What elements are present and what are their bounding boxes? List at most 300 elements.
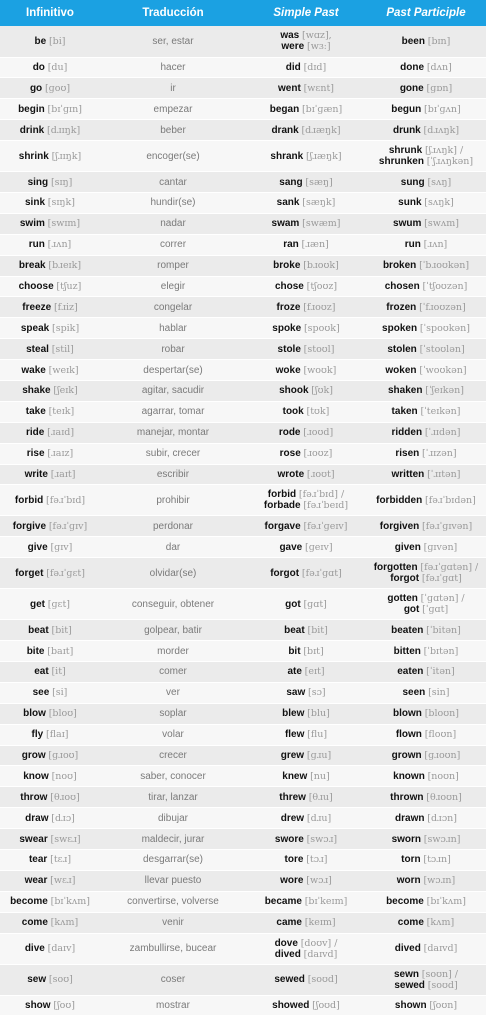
verb-form: eat <box>34 666 49 678</box>
translation-cell: manejar, montar <box>100 422 246 443</box>
infinitive-cell <box>0 850 100 871</box>
ipa-transcription: [ˈbitən] <box>426 624 461 636</box>
table-row <box>0 516 486 537</box>
verb-form: rode <box>278 427 301 439</box>
ipa-transcription: [ˈɹɪdən] <box>424 427 461 439</box>
simple-past-cell <box>246 234 366 255</box>
verb-form: go <box>29 82 43 94</box>
verb-form: wake <box>21 364 46 376</box>
infinitive-cell <box>0 682 100 703</box>
ipa-transcription: [teɪk] <box>48 406 75 418</box>
translation-cell: hacer <box>100 57 246 78</box>
ipa-transcription: [fɹoʊz] <box>303 301 336 313</box>
verb-form: shrink <box>18 150 49 162</box>
ipa-transcription: [ɹaɪz] <box>47 448 74 460</box>
verb-form: stole <box>277 343 301 355</box>
verb-form: break <box>18 260 46 272</box>
verb-form: eaten <box>397 666 424 678</box>
header-translation: Traducción <box>100 0 246 26</box>
translation-cell: morder <box>100 641 246 662</box>
past-participle-cell <box>366 57 486 78</box>
table-row <box>0 661 486 682</box>
ipa-transcription: [soʊd] <box>307 974 338 986</box>
verb-form: showed <box>272 1000 310 1011</box>
translation-cell: mostrar <box>100 995 246 1016</box>
translation-cell: volar <box>100 724 246 745</box>
past-participle-cell <box>366 766 486 787</box>
table-row <box>0 318 486 339</box>
ipa-transcription: [dʌn] <box>426 61 452 73</box>
ipa-transcription: [dɹɪŋk] <box>47 124 81 136</box>
ipa-transcription: [fəɹˈɡɑtən] / <box>420 562 479 574</box>
past-participle-cell <box>366 360 486 381</box>
verb-form: ate <box>287 666 302 678</box>
ipa-transcription: [stoʊl] <box>303 343 335 355</box>
verb-form: rose <box>279 448 301 460</box>
ipa-transcription: [ɹaɪt] <box>50 468 76 480</box>
verb-form: woken <box>385 364 417 376</box>
verb-form: seen <box>402 687 426 699</box>
infinitive-cell <box>0 141 100 172</box>
verb-form: choose <box>18 280 54 292</box>
ipa-transcription: [θɹoʊ] <box>50 791 80 803</box>
past-participle-cell <box>366 297 486 318</box>
simple-past-cell <box>246 891 366 912</box>
verb-form: broke <box>273 260 301 272</box>
table-row <box>0 192 486 213</box>
table-row <box>0 464 486 485</box>
verb-form: frozen <box>386 301 417 313</box>
table-body <box>0 26 486 1016</box>
ipa-transcription: [ɹʌn] <box>423 239 448 251</box>
infinitive-cell <box>0 318 100 339</box>
translation-cell: crecer <box>100 745 246 766</box>
simple-past-cell <box>246 297 366 318</box>
translation-cell: nadar <box>100 213 246 234</box>
verb-form: swore <box>274 833 304 845</box>
verb-form: swim <box>19 218 45 230</box>
header-infinitive: Infinitivo <box>0 0 100 26</box>
infinitive-cell <box>0 120 100 141</box>
ipa-transcription: [soʊn] / <box>421 968 459 980</box>
table-row <box>0 26 486 57</box>
verb-form: wrote <box>277 468 305 480</box>
past-participle-cell <box>366 891 486 912</box>
translation-cell: ir <box>100 78 246 99</box>
ipa-transcription: [noʊ] <box>51 770 77 782</box>
ipa-transcription: [dɪd] <box>303 61 327 73</box>
verb-form: bit <box>288 645 301 657</box>
verb-form: known <box>393 770 425 782</box>
simple-past-cell <box>246 57 366 78</box>
ipa-transcription: [fəɹˈɡɪv] <box>48 520 88 532</box>
infinitive-cell <box>0 213 100 234</box>
table-header <box>0 0 486 26</box>
infinitive-cell <box>0 192 100 213</box>
infinitive-cell <box>0 870 100 891</box>
ipa-transcription: [ɡɪv] <box>50 541 73 553</box>
table-row <box>0 172 486 193</box>
simple-past-cell <box>246 172 366 193</box>
simple-past-cell <box>246 318 366 339</box>
simple-past-cell <box>246 276 366 297</box>
verb-form: shrunk <box>388 145 423 157</box>
simple-past-cell <box>246 78 366 99</box>
ipa-transcription: [ˈɡɑt] <box>422 604 449 616</box>
table-row <box>0 808 486 829</box>
ipa-transcription: [ˈbɹoʊkən] <box>419 260 470 272</box>
verb-form: took <box>282 406 304 418</box>
table-row <box>0 297 486 318</box>
past-participle-cell <box>366 787 486 808</box>
translation-cell: cantar <box>100 172 246 193</box>
ipa-transcription: [ʃʊk] <box>311 385 333 397</box>
simple-past-cell <box>246 745 366 766</box>
infinitive-cell <box>0 912 100 933</box>
ipa-transcription: [tʃoʊz] <box>306 280 338 292</box>
simple-past-cell <box>246 620 366 641</box>
verb-form: bite <box>26 645 45 657</box>
ipa-transcription: [swæm] <box>302 218 341 230</box>
past-participle-cell <box>366 724 486 745</box>
ipa-transcription: [ʃɹɪŋk] <box>51 150 82 162</box>
simple-past-cell <box>246 787 366 808</box>
table-row <box>0 339 486 360</box>
simple-past-cell <box>246 141 366 172</box>
ipa-transcription: [eɪt] <box>304 666 325 678</box>
verb-form: drank <box>271 124 299 136</box>
ipa-transcription: [fəɹˈbeɪd] <box>303 500 349 512</box>
ipa-transcription: [ɡɹu] <box>306 749 332 761</box>
ipa-transcription: [ɡoʊ] <box>44 82 71 94</box>
verb-form: sank <box>276 197 300 209</box>
verb-form: dove <box>274 937 298 949</box>
infinitive-cell <box>0 255 100 276</box>
infinitive-cell <box>0 360 100 381</box>
verb-form: shook <box>279 385 309 397</box>
simple-past-cell <box>246 850 366 871</box>
ipa-transcription: [dɹɔ] <box>51 812 75 824</box>
ipa-transcription: [fəɹˈbɪdən] <box>425 494 476 506</box>
ipa-transcription: [wɛɹ] <box>50 875 76 887</box>
verb-form: went <box>278 82 301 94</box>
verb-form: grew <box>280 749 305 761</box>
translation-cell: soplar <box>100 703 246 724</box>
infinitive-cell <box>0 537 100 558</box>
verb-form: ridden <box>391 427 423 439</box>
infinitive-cell <box>0 766 100 787</box>
ipa-transcription: [ʃɹʌŋk] / <box>424 145 464 157</box>
infinitive-cell <box>0 26 100 57</box>
ipa-transcription: [ˈspoʊkən] <box>419 322 470 334</box>
table-row <box>0 443 486 464</box>
simple-past-cell <box>246 401 366 422</box>
verb-form: threw <box>279 791 306 803</box>
ipa-transcription: [bɪˈkʌm] <box>426 896 466 908</box>
verb-form: sing <box>27 176 49 188</box>
ipa-transcription: [flaɪ] <box>46 729 69 741</box>
infinitive-cell <box>0 297 100 318</box>
ipa-transcription: [bɪˈɡæn] <box>301 103 343 115</box>
simple-past-cell <box>246 464 366 485</box>
verb-form: given <box>394 541 421 553</box>
simple-past-cell <box>246 724 366 745</box>
table-row <box>0 682 486 703</box>
ipa-transcription: [ˈitən] <box>426 666 455 678</box>
ipa-transcription: [ɹæn] <box>301 239 329 251</box>
infinitive-cell <box>0 661 100 682</box>
verb-form: run <box>404 239 421 251</box>
simple-past-cell <box>246 26 366 57</box>
verb-form: drink <box>19 124 45 136</box>
ipa-transcription: [ˈstoʊlən] <box>419 343 465 355</box>
past-participle-cell <box>366 213 486 234</box>
table-row <box>0 589 486 620</box>
table-row <box>0 422 486 443</box>
verb-form: write <box>24 468 48 480</box>
simple-past-cell <box>246 339 366 360</box>
translation-cell: prohibir <box>100 485 246 516</box>
ipa-transcription: [bɪˈɡʌn] <box>424 103 461 115</box>
translation-cell: dibujar <box>100 808 246 829</box>
translation-cell: subir, crecer <box>100 443 246 464</box>
infinitive-cell <box>0 99 100 120</box>
ipa-transcription: [ʃoʊn] <box>429 1000 458 1011</box>
infinitive-cell <box>0 589 100 620</box>
ipa-transcription: [fəɹˈɡeɪv] <box>303 520 348 532</box>
ipa-transcription: [ɹʌn] <box>47 239 72 251</box>
verb-form: were <box>281 41 305 53</box>
past-participle-cell <box>366 589 486 620</box>
simple-past-cell <box>246 703 366 724</box>
ipa-transcription: [sæŋk] <box>302 197 336 209</box>
translation-cell: venir <box>100 912 246 933</box>
verb-form: sewed <box>274 974 305 986</box>
infinitive-cell <box>0 787 100 808</box>
verb-form: throw <box>20 791 48 803</box>
translation-cell: dar <box>100 537 246 558</box>
verb-form: get <box>29 598 45 610</box>
past-participle-cell <box>366 380 486 401</box>
infinitive-cell <box>0 464 100 485</box>
ipa-transcription: [bit] <box>51 624 72 636</box>
ipa-transcription: [ɡɒn] <box>426 82 453 94</box>
table-row <box>0 787 486 808</box>
infinitive-cell <box>0 443 100 464</box>
ipa-transcription: [ʃɹæŋk] <box>306 150 342 162</box>
translation-cell: romper <box>100 255 246 276</box>
ipa-transcription: [tʃuz] <box>56 280 82 292</box>
ipa-transcription: [dɹɔn] <box>427 812 457 824</box>
translation-cell: llevar puesto <box>100 870 246 891</box>
past-participle-cell <box>366 255 486 276</box>
past-participle-cell <box>366 422 486 443</box>
ipa-transcription: [soʊd] <box>427 979 458 991</box>
infinitive-cell <box>0 995 100 1016</box>
infinitive-cell <box>0 558 100 589</box>
past-participle-cell <box>366 99 486 120</box>
verb-form: tear <box>28 854 48 866</box>
simple-past-cell <box>246 589 366 620</box>
verb-form: fly <box>31 729 44 741</box>
table-row <box>0 912 486 933</box>
verb-form: dived <box>274 948 301 960</box>
ipa-transcription: [ɡɹoʊn] <box>424 749 461 761</box>
infinitive-cell <box>0 57 100 78</box>
translation-cell: conseguir, obtener <box>100 589 246 620</box>
verb-form: beat <box>284 624 305 636</box>
verb-form: shrank <box>270 150 304 162</box>
past-participle-cell <box>366 870 486 891</box>
ipa-transcription: [ˈteɪkən] <box>420 406 461 418</box>
infinitive-cell <box>0 380 100 401</box>
translation-cell: agarrar, tomar <box>100 401 246 422</box>
past-participle-cell <box>366 933 486 964</box>
verb-form: taken <box>391 406 418 418</box>
ipa-transcription: [bloʊ] <box>48 708 77 720</box>
ipa-transcription: [wɔɹn] <box>423 875 456 887</box>
ipa-transcription: [ʃoʊ] <box>53 1000 75 1011</box>
simple-past-cell <box>246 964 366 995</box>
ipa-transcription: [daɪvd] <box>303 948 338 960</box>
simple-past-cell <box>246 120 366 141</box>
translation-cell: golpear, batir <box>100 620 246 641</box>
ipa-transcription: [blu] <box>307 708 330 720</box>
ipa-transcription: [fəɹˈɡɪvən] <box>422 520 473 532</box>
ipa-transcription: [sʌŋ] <box>427 176 452 188</box>
past-participle-cell <box>366 620 486 641</box>
ipa-transcription: [ɹaɪd] <box>47 427 75 439</box>
verb-form: flew <box>284 729 305 741</box>
ipa-transcription: [fəɹˈɡɑt] <box>421 573 462 585</box>
infinitive-cell <box>0 829 100 850</box>
verb-form: began <box>269 103 300 115</box>
ipa-transcription: [wɜː] <box>306 41 331 53</box>
infinitive-cell <box>0 745 100 766</box>
ipa-transcription: [sʌŋk] <box>424 197 454 209</box>
verb-form: run <box>28 239 45 251</box>
past-participle-cell <box>366 995 486 1016</box>
verb-form: sung <box>400 176 425 188</box>
simple-past-cell <box>246 537 366 558</box>
ipa-transcription: [weɪk] <box>48 364 79 376</box>
translation-cell: robar <box>100 339 246 360</box>
verb-form: show <box>25 1000 51 1011</box>
ipa-transcription: [bɪˈkeɪm] <box>304 896 348 908</box>
ipa-transcription: [daɪvd] <box>423 943 458 955</box>
simple-past-cell <box>246 380 366 401</box>
verb-form: dive <box>24 943 45 955</box>
past-participle-cell <box>366 537 486 558</box>
simple-past-cell <box>246 682 366 703</box>
translation-cell: ver <box>100 682 246 703</box>
ipa-transcription: [fəɹˈbɪd] <box>45 494 86 506</box>
table-row <box>0 120 486 141</box>
verb-form: stolen <box>387 343 417 355</box>
verb-form: sewed <box>394 979 425 991</box>
simple-past-cell <box>246 422 366 443</box>
ipa-transcription: [flu] <box>307 729 328 741</box>
translation-cell: tirar, lanzar <box>100 787 246 808</box>
infinitive-cell <box>0 276 100 297</box>
table-row <box>0 234 486 255</box>
ipa-transcription: [ɹoʊd] <box>303 427 334 439</box>
ipa-transcription: [bɪˈkʌm] <box>50 896 90 908</box>
verb-form: gone <box>399 82 424 94</box>
verb-form: wear <box>24 875 48 887</box>
ipa-transcription: [θɹu] <box>308 791 333 803</box>
verb-form: been <box>401 35 425 47</box>
infinitive-cell <box>0 485 100 516</box>
ipa-transcription: [stil] <box>51 343 74 355</box>
simple-past-cell <box>246 912 366 933</box>
verb-form: dived <box>394 943 421 955</box>
ipa-transcription: [ˈʃɹʌŋkən] <box>426 156 474 168</box>
translation-cell: ser, estar <box>100 26 246 57</box>
ipa-transcription: [ɹoʊt] <box>306 468 335 480</box>
translation-cell: escribir <box>100 464 246 485</box>
table-row <box>0 401 486 422</box>
ipa-transcription: [ɹoʊz] <box>303 448 333 460</box>
simple-past-cell <box>246 808 366 829</box>
translation-cell: olvidar(se) <box>100 558 246 589</box>
verb-form: forbade <box>263 500 301 512</box>
verb-form: freeze <box>22 301 52 313</box>
ipa-transcription: [sɔ] <box>308 687 326 699</box>
translation-cell: hablar <box>100 318 246 339</box>
ipa-transcription: [wɑz], <box>302 30 332 42</box>
translation-cell: comer <box>100 661 246 682</box>
past-participle-cell <box>366 172 486 193</box>
verb-form: forbidden <box>376 494 423 506</box>
past-participle-cell <box>366 141 486 172</box>
verb-form: sewn <box>393 968 419 980</box>
verb-form: shrunken <box>378 156 424 168</box>
ipa-transcription: [keɪm] <box>304 917 336 929</box>
verb-form: worn <box>396 875 421 887</box>
simple-past-cell <box>246 255 366 276</box>
verb-form: came <box>276 917 302 929</box>
ipa-transcription: [swɛɹ] <box>50 833 81 845</box>
table-row <box>0 360 486 381</box>
past-participle-cell <box>366 318 486 339</box>
table-row <box>0 620 486 641</box>
verb-form: steal <box>26 343 49 355</box>
past-participle-cell <box>366 192 486 213</box>
infinitive-cell <box>0 422 100 443</box>
table-row <box>0 558 486 589</box>
ipa-transcription: [ɡɪvən] <box>423 541 458 553</box>
infinitive-cell <box>0 620 100 641</box>
past-participle-cell <box>366 234 486 255</box>
ipa-transcription: [ɡeɪv] <box>305 541 333 553</box>
verb-form: take <box>25 406 46 418</box>
ipa-transcription: [nu] <box>310 770 330 782</box>
table-row <box>0 745 486 766</box>
ipa-transcription: [si] <box>52 687 68 699</box>
table-row <box>0 57 486 78</box>
verb-form: chosen <box>384 280 420 292</box>
ipa-transcription: [baɪt] <box>47 645 74 657</box>
ipa-transcription: [bɹoʊk] <box>303 260 339 272</box>
verb-form: forgot <box>390 573 420 585</box>
past-participle-cell <box>366 641 486 662</box>
verb-form: know <box>23 770 49 782</box>
ipa-transcription: [ˈfɹoʊzən] <box>419 301 466 313</box>
verb-form: froze <box>276 301 301 313</box>
verb-form: blown <box>393 708 422 720</box>
verb-form: do <box>32 61 45 73</box>
